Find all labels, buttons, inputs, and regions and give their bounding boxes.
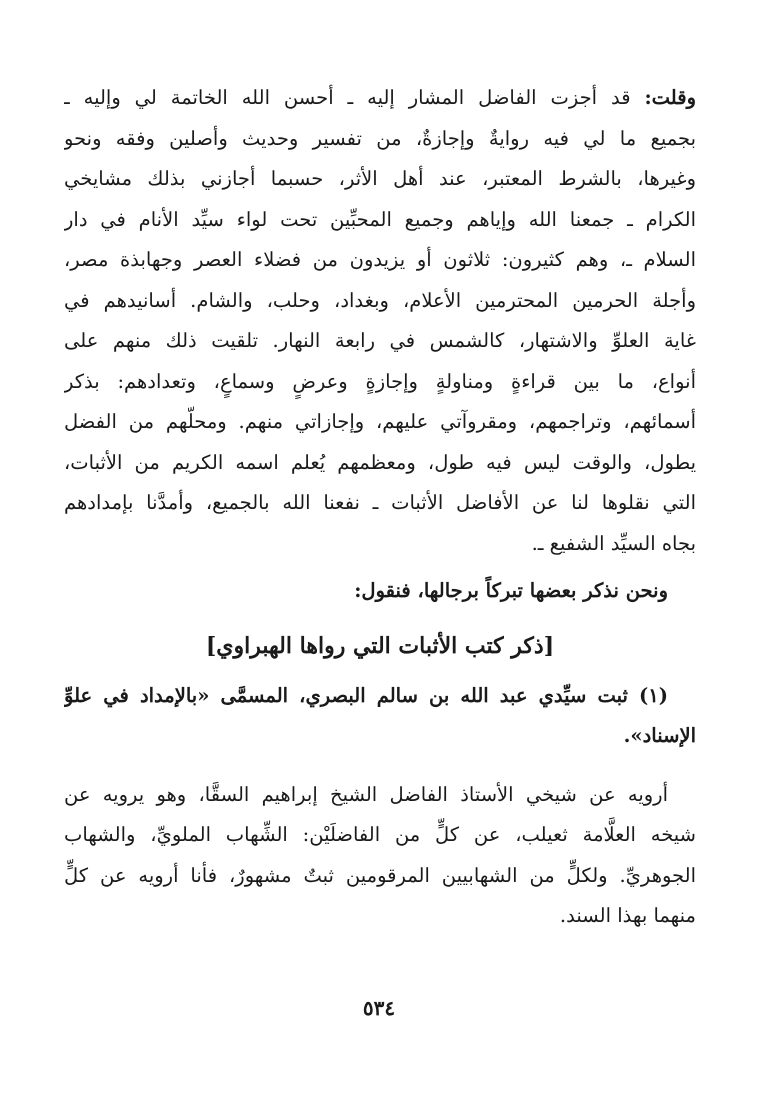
list-item-thabat-basri xyxy=(64,676,696,757)
text-line: وأجلة الحرمين المحترمين الأعلام، وبغداد، وحلب، والشام. أسانيدهم في xyxy=(64,288,696,312)
intro-line: ونحن نذكر بعضها تبركاً برجالها، فنقول: xyxy=(354,579,668,602)
text-line: شيخه العلَّامة ثعيلب، عن كلٍّ من الفاضلَيْن: الشِّهاب الملويِّ، والشهاب xyxy=(64,823,696,846)
section-heading: [ذكر كتب الأثبات التي رواها الهبراوي] xyxy=(205,632,555,659)
text-line: بجاه السيِّد الشفيع ـ. xyxy=(531,531,696,555)
text-line xyxy=(64,78,696,119)
paragraph-ijaza xyxy=(64,78,696,564)
text-line: وغيرها، بالشرط المعتبر، عند أهل الأثر، حسبما أجازني بذلك مشايخي xyxy=(64,167,696,190)
line-text: قد أجزت الفاضل المشار إليه ـ أحسن الله الخاتمة لي وإليه ـ xyxy=(64,86,631,109)
item-title-line: (١) ثبت سيِّدي عبد الله بن سالم البصري، المسمَّى «بالإمداد في علوِّ xyxy=(64,683,668,707)
item-title-line: الإسناد». xyxy=(623,724,696,747)
text-line: بجميع ما لي فيه روايةٌ وإجازةٌ، من تفسير وحديث وأصلين وفقه ونحو xyxy=(64,126,696,150)
lead-word: وقلت: xyxy=(644,86,696,109)
text-line: التي نقلوها لنا عن الأفاضل الأثبات ـ نفعنا الله بالجميع، وأمدَّنا بإمدادهم xyxy=(64,491,696,514)
text-line: أنواع، ما بين قراءةٍ ومناولةٍ وإجازةٍ وعرضٍ وسماعٍ، وتعدادهم: بذكر xyxy=(64,369,696,393)
text-line: السلام ـ، وهم كثيرون: ثلاثون أو يزيدون من فضلاء العصر وجهابذة مصر، xyxy=(64,248,696,271)
page-number: ٥٣٤ xyxy=(362,996,396,1020)
paragraph-intro xyxy=(64,571,696,612)
text-line: الجوهريِّ. ولكلٍّ من الشهابيين المرقومين ثبتٌ مشهورٌ، فأنا أرويه عن كلٍّ xyxy=(64,863,696,887)
text-line: يطول، والوقت ليس فيه طول، ومعظمهم يُعلم اسمه الكريم من الأثبات، xyxy=(64,450,696,474)
paragraph-isnad xyxy=(64,775,696,937)
text-line: أرويه عن شيخي الأستاذ الفاضل الشيخ إبراهيم السقَّا، وهو يرويه عن xyxy=(64,782,668,806)
text-line: منهما بهذا السند. xyxy=(559,904,696,927)
text-line: الكرام ـ جمعنا الله وإياهم وجميع المحبِّين تحت لواء سيِّد الأنام في دار xyxy=(64,207,696,231)
text-line: غاية العلوِّ والاشتهار، كالشمس في رابعة النهار. تلقيت ذلك منهم على xyxy=(64,329,696,352)
text-line: أسمائهم، وتراجمهم، ومقروآتي عليهم، وإجازاتي منهم. ومحلّهم من الفضل xyxy=(64,410,696,433)
